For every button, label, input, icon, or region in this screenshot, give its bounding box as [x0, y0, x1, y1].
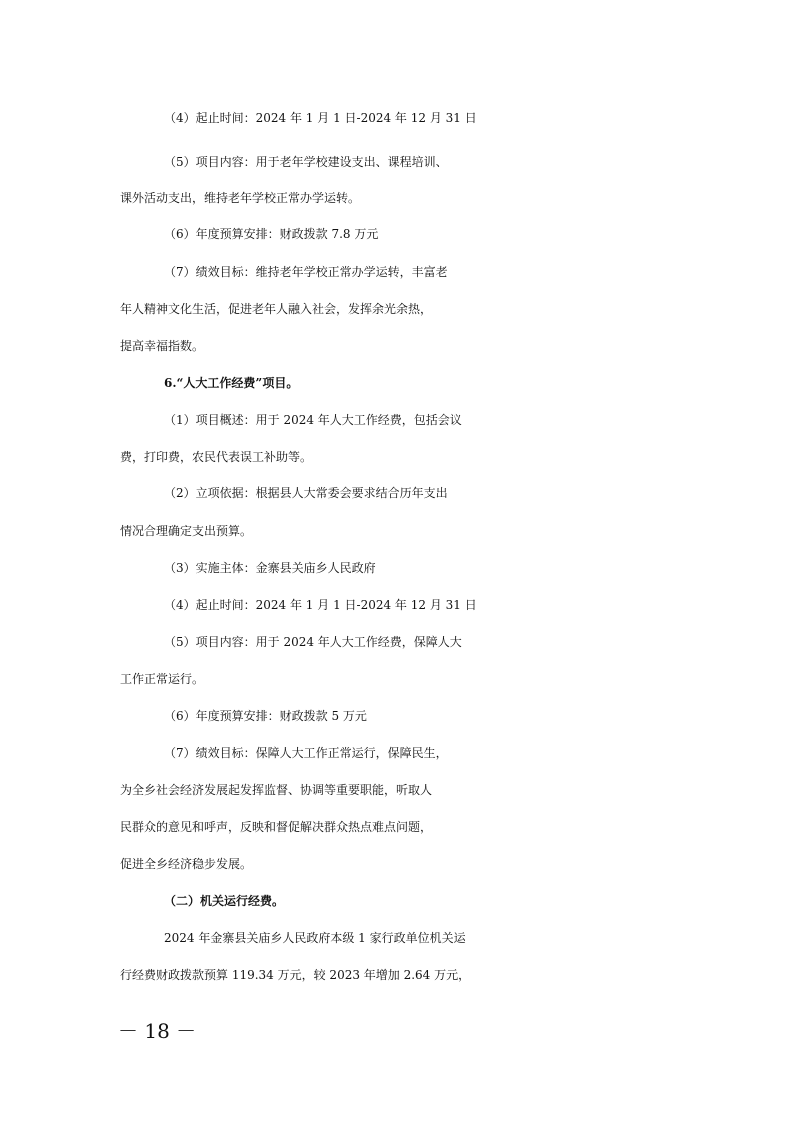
text-line: （6）年度预算安排：财政拨款 5 万元 — [164, 709, 367, 723]
page-number: － 18 － — [118, 1019, 197, 1043]
text-line: 年人精神文化生活，促进老年人融入社会，发挥余光余热， — [120, 302, 433, 316]
text-line: （2）立项依据：根据县人大常委会要求结合历年支出 — [164, 486, 448, 500]
text-line: （4）起止时间：2024 年 1 月 1 日-2024 年 12 月 31 日 — [164, 111, 477, 125]
text-line: （5）项目内容：用于老年学校建设支出、课程培训、 — [164, 155, 448, 169]
text-line: （7）绩效目标：维持老年学校正常办学运转，丰富老 — [164, 265, 448, 279]
text-line: （7）绩效目标：保障人大工作正常运行，保障民生， — [164, 746, 448, 760]
text-line: （1）项目概述：用于 2024 年人大工作经费，包括会议 — [164, 413, 462, 427]
text-line: 促进全乡经济稳步发展。 — [120, 857, 253, 871]
text-line: 民群众的意见和呼声，反映和督促解决群众热点难点问题， — [120, 820, 433, 834]
text-line: 为全乡社会经济发展起发挥监督、协调等重要职能，听取人 — [120, 783, 433, 797]
section-heading: 6.“人大工作经费”项目。 — [164, 376, 299, 390]
text-line: 费，打印费，农民代表误工补助等。 — [120, 450, 313, 464]
section-heading: （二）机关运行经费。 — [164, 894, 285, 908]
text-line: 提高幸福指数。 — [120, 339, 205, 353]
text-line: （5）项目内容：用于 2024 年人大工作经费，保障人大 — [164, 635, 462, 649]
text-line: 情况合理确定支出预算。 — [120, 524, 253, 538]
text-line: （3）实施主体：金寨县关庙乡人民政府 — [164, 561, 376, 575]
text-line: 工作正常运行。 — [120, 672, 205, 686]
text-line: 行经费财政拨款预算 119.34 万元，较 2023 年增加 2.64 万元， — [120, 968, 471, 982]
text-line: （6）年度预算安排：财政拨款 7.8 万元 — [164, 227, 379, 241]
text-line: 课外活动支出，维持老年学校正常办学运转。 — [120, 191, 361, 205]
text-line: 2024 年金寨县关庙乡人民政府本级 1 家行政单位机关运 — [164, 931, 466, 945]
text-line: （4）起止时间：2024 年 1 月 1 日-2024 年 12 月 31 日 — [164, 598, 477, 612]
